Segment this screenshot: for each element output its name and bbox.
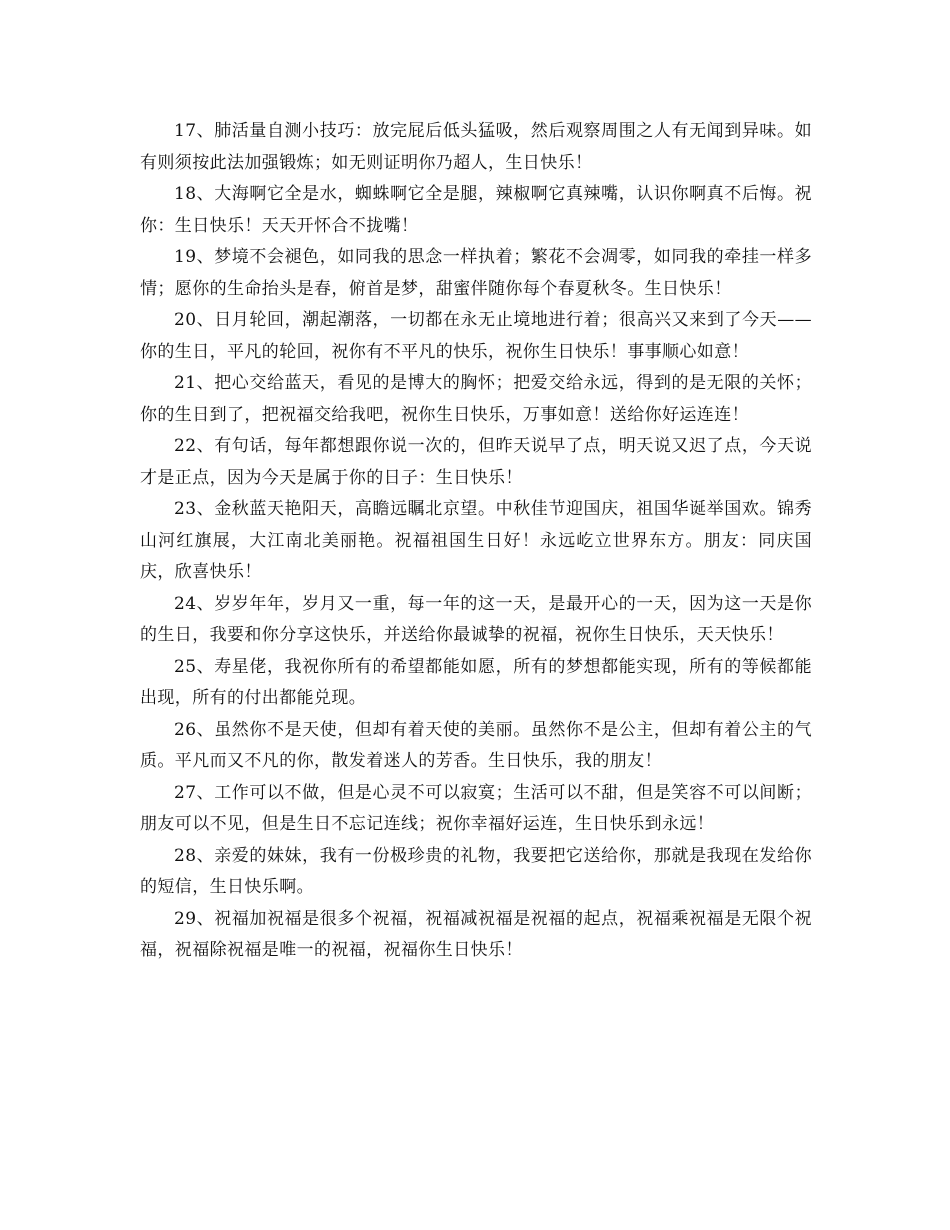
paragraph-26: 26、虽然你不是天使，但却有着天使的美丽。虽然你不是公主，但却有着公主的气质。平凡而又不凡的你，散发着迷人的芳香。生日快乐，我的朋友！ bbox=[140, 719, 812, 771]
paragraph-17: 17、肺活量自测小技巧：放完屁后低头猛吸，然后观察周围之人有无闻到异味。如有则须按此法加强锻炼；如无则证明你乃超人，生日快乐！ bbox=[140, 121, 812, 173]
paragraph-29: 29、祝福加祝福是很多个祝福，祝福减祝福是祝福的起点，祝福乘祝福是无限个祝福，祝福除祝福是唯一的祝福，祝福你生日快乐！ bbox=[140, 908, 812, 960]
paragraph-25: 25、寿星佬，我祝你所有的希望都能如愿，所有的梦想都能实现，所有的等候都能出现，所有的付出都能兑现。 bbox=[140, 656, 812, 708]
paragraph-22: 22、有句话，每年都想跟你说一次的，但昨天说早了点，明天说又迟了点，今天说才是正点，因为今天是属于你的日子：生日快乐！ bbox=[140, 436, 812, 488]
document-body bbox=[140, 116, 812, 967]
paragraph-24: 24、岁岁年年，岁月又一重，每一年的这一天，是最开心的一天，因为这一天是你的生日，我要和你分享这快乐，并送给你最诚挚的祝福，祝你生日快乐，天天快乐！ bbox=[140, 593, 812, 645]
paragraph-27: 27、工作可以不做，但是心灵不可以寂寞；生活可以不甜，但是笑容不可以间断；朋友可以不见，但是生日不忘记连线；祝你幸福好运连，生日快乐到永远！ bbox=[140, 782, 812, 834]
paragraph-28: 28、亲爱的妹妹，我有一份极珍贵的礼物，我要把它送给你，那就是我现在发给你的短信，生日快乐啊。 bbox=[140, 845, 812, 897]
paragraph-23: 23、金秋蓝天艳阳天，高瞻远瞩北京望。中秋佳节迎国庆，祖国华诞举国欢。锦秀山河红旗展，大江南北美丽艳。祝福祖国生日好！永远屹立世界东方。朋友：同庆国庆，欣喜快乐！ bbox=[140, 499, 812, 582]
paragraph-18: 18、大海啊它全是水，蜘蛛啊它全是腿，辣椒啊它真辣嘴，认识你啊真不后悔。祝你：生日快乐！天天开怀合不拢嘴！ bbox=[140, 184, 812, 236]
paragraph-21: 21、把心交给蓝天，看见的是博大的胸怀；把爱交给永远，得到的是无限的关怀；你的生日到了，把祝福交给我吧，祝你生日快乐，万事如意！送给你好运连连！ bbox=[140, 373, 812, 425]
paragraph-19: 19、梦境不会褪色，如同我的思念一样执着；繁花不会凋零，如同我的牵挂一样多情；愿你的生命抬头是春，俯首是梦，甜蜜伴随你每个春夏秋冬。生日快乐！ bbox=[140, 247, 812, 299]
paragraph-20: 20、日月轮回，潮起潮落，一切都在永无止境地进行着；很高兴又来到了今天——你的生日，平凡的轮回，祝你有不平凡的快乐，祝你生日快乐！事事顺心如意！ bbox=[140, 310, 812, 362]
